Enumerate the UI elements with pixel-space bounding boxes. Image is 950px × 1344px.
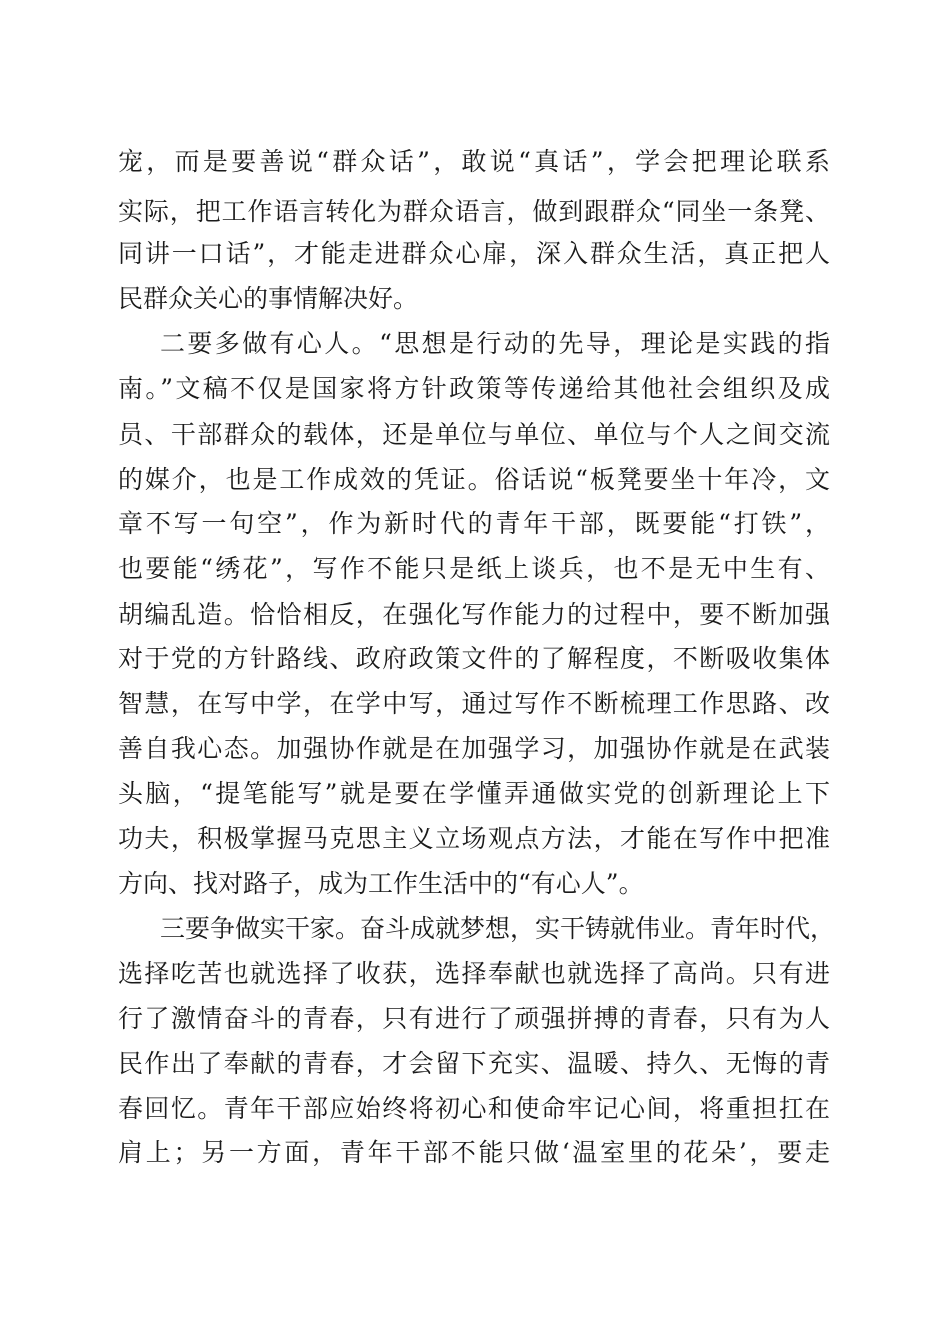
text-line-7: 员、干部群众的载体，还是单位与单位、单位与个人之间交流 xyxy=(118,420,830,449)
text-line-20: 行了激情奋斗的青春，只有进行了顽强拼搏的青春，只有为人 xyxy=(118,1004,830,1033)
text-line-22: 春回忆。青年干部应始终将初心和使命牢记心间，将重担扛在 xyxy=(118,1094,830,1123)
text-line-17: 方向、找对路子，成为工作生活中的“有心人”。 xyxy=(118,869,644,898)
text-line-12: 对于党的方针路线、政府政策文件的了解程度，不断吸收集体 xyxy=(118,644,830,673)
text-line-1: 宠，而是要善说“群众话”，敢说“真话”，学会把理论联系 xyxy=(118,147,830,176)
text-line-10: 也要能“绣花”，写作不能只是纸上谈兵，也不是无中生有、 xyxy=(118,554,830,583)
text-line-21: 民作出了奉献的青春，才会留下充实、温暖、持久、无悔的青 xyxy=(118,1049,830,1078)
text-line-11: 胡编乱造。恰恰相反，在强化写作能力的过程中，要不断加强 xyxy=(118,600,830,629)
paragraph-2-line-1: 二要多做有心人。“思想是行动的先导，理论是实践的指 xyxy=(160,329,830,358)
text-line-19: 选择吃苦也就选择了收获，选择奉献也就选择了高尚。只有进 xyxy=(118,959,830,988)
text-line-9: 章不写一句空”，作为新时代的青年干部，既要能“打铁”， xyxy=(118,509,830,538)
paragraph-3-line-1: 三要争做实干家。奋斗成就梦想，实干铸就伟业。青年时代， xyxy=(160,914,836,943)
text-line-8: 的媒介，也是工作成效的凭证。俗话说“板凳要坐十年冷，文 xyxy=(118,465,830,494)
text-line-23: 肩上；另一方面，青年干部不能只做‘温室里的花朵’，要走 xyxy=(118,1138,830,1167)
text-line-3: 同讲一口话”，才能走进群众心扉，深入群众生活，真正把人 xyxy=(118,239,830,268)
text-line-14: 善自我心态。加强协作就是在加强学习，加强协作就是在武装 xyxy=(118,734,830,763)
text-line-4: 民群众关心的事情解决好。 xyxy=(118,284,419,313)
text-line-2: 实际，把工作语言转化为群众语言，做到跟群众“同坐一条凳、 xyxy=(118,197,830,226)
text-line-6: 南。”文稿不仅是国家将方针政策等传递给其他社会组织及成 xyxy=(118,374,830,403)
text-line-16: 功夫，积极掌握马克思主义立场观点方法，才能在写作中把准 xyxy=(118,824,830,853)
text-line-13: 智慧，在写中学，在学中写，通过写作不断梳理工作思路、改 xyxy=(118,689,830,718)
text-line-15: 头脑，“提笔能写”就是要在学懂弄通做实党的创新理论上下 xyxy=(118,779,830,808)
